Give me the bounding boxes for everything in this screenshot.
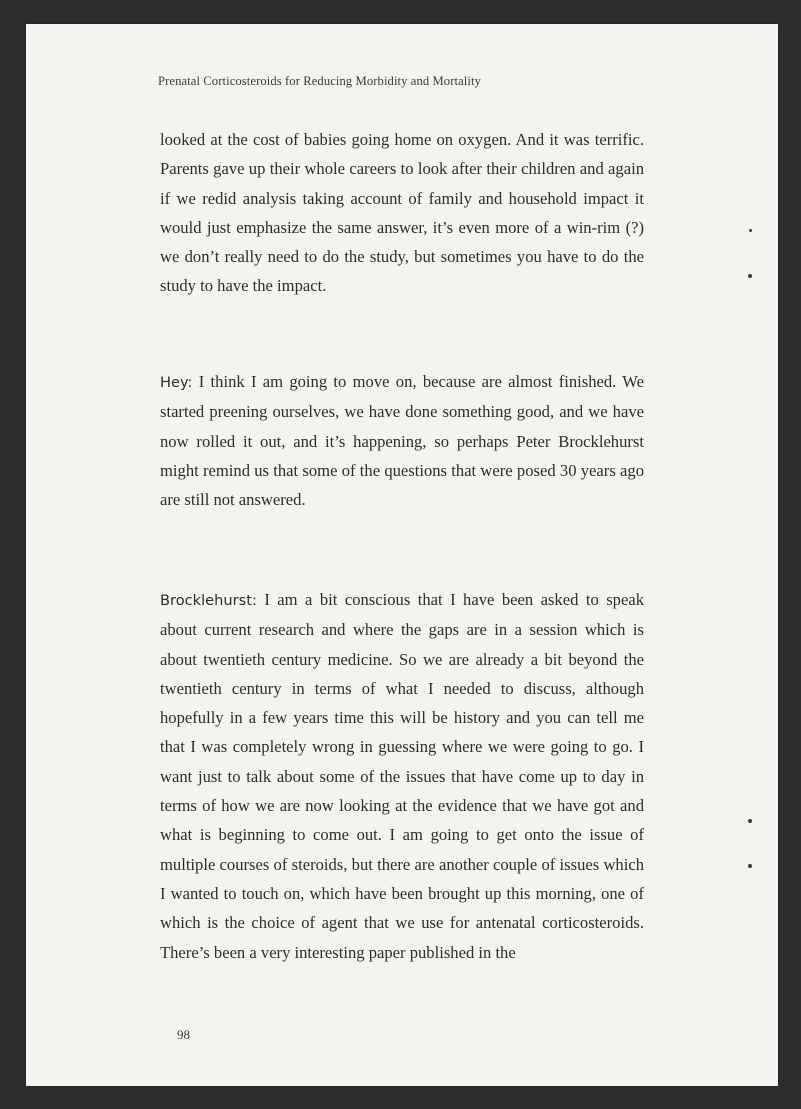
paragraph-3-text: I am a bit conscious that I have been asked to speak about current research and where the gaps are in a session which is about twentieth century medicine. So we are already a bit beyond the twentieth century in terms of what I needed to discuss, although hopefully in a few years time this will be history and you can tell me that I was completely wrong in guessing where we were going to go. I want just to talk about some of the issues that have come up to day in terms of how we are now looking at the evidence that we have got and what is beginning to come out. I am going to get onto the issue of multiple courses of steroids, but there are another couple of issues which I wanted to touch on, which have been brought up this morning, one of which is the choice of agent that we use for antenatal corticosteroids. There’s been a very interesting paper published in the	[160, 590, 644, 962]
binding-mark	[748, 864, 752, 868]
page-number: 98	[177, 1027, 190, 1042]
running-head: Prenatal Corticosteroids for Reducing Morbidity and Mortality	[158, 74, 481, 88]
speaker-label-hey: Hey:	[160, 374, 193, 391]
paragraph-3	[160, 585, 644, 967]
binding-mark	[748, 274, 752, 278]
document-page	[26, 24, 778, 1086]
paragraph-2	[160, 367, 644, 514]
paragraph-2-text: I think I am going to move on, because are almost finished. We started preening ourselves, we have done something good, and we have now rolled it out, and it’s happening, so perhaps Peter Brocklehurst might remind us that some of the questions that were posed 30 years ago are still not answered.	[160, 372, 644, 510]
paragraph-1-text: looked at the cost of babies going home on oxygen. And it was terrific. Parents gave up their whole careers to look after their children and again if we redid analysis taking account of family and household impact it would just emphasize the same answer, it’s even more of a win-rim (?) we don’t really need to do the study, but sometimes you have to do the study to have the impact.	[160, 130, 644, 296]
binding-mark	[749, 229, 752, 232]
paragraph-1	[160, 125, 644, 301]
speaker-label-brocklehurst: Brocklehurst:	[160, 592, 257, 609]
binding-mark	[748, 819, 752, 823]
